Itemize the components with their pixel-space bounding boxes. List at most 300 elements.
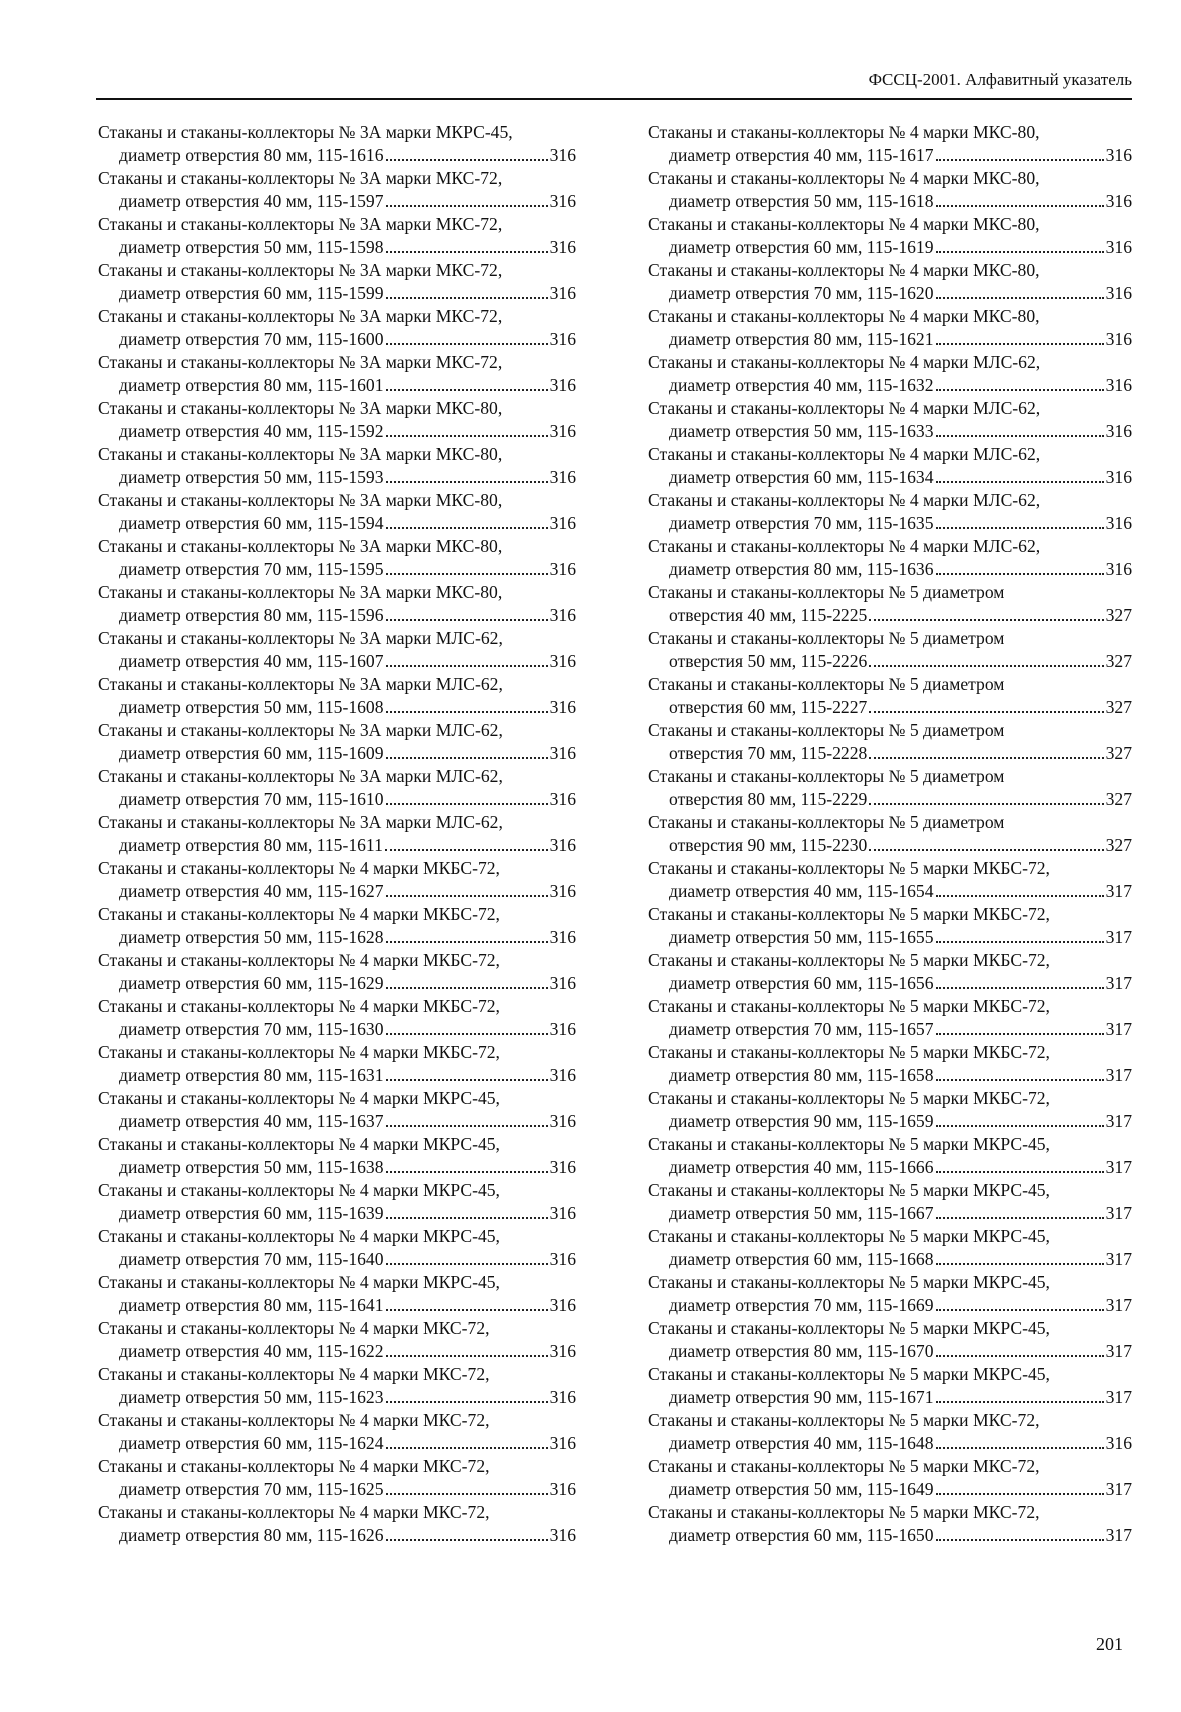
index-entry — [648, 397, 1132, 443]
entry-detail: отверстия 60 мм, 115-2227 — [669, 697, 868, 717]
entry-title: Стаканы и стаканы-коллекторы № 3А марки МЛС-62, — [98, 766, 503, 786]
entry-detail-line — [98, 190, 576, 213]
entry-title: Стаканы и стаканы-коллекторы № 4 марки МКС-72, — [98, 1502, 490, 1522]
entry-detail: диаметр отверстия 80 мм, 115-1636 — [669, 559, 934, 579]
entry-detail-line — [98, 328, 576, 351]
entry-detail-line — [98, 604, 576, 627]
entry-page-ref: 327 — [1105, 789, 1132, 809]
index-entry — [98, 949, 576, 995]
entry-title: Стаканы и стаканы-коллекторы № 4 марки МКС-80, — [648, 214, 1040, 234]
index-entry — [98, 673, 576, 719]
entry-page-ref: 316 — [1105, 283, 1132, 303]
entry-page-ref: 317 — [1105, 1387, 1132, 1407]
dot-leader — [936, 895, 1104, 897]
entry-detail-line — [648, 972, 1132, 995]
entry-page-ref: 316 — [1105, 191, 1132, 211]
index-entry — [98, 397, 576, 443]
entry-page-ref: 316 — [549, 927, 576, 947]
entry-detail: отверстия 50 мм, 115-2226 — [669, 651, 868, 671]
index-entry — [648, 1455, 1132, 1501]
entry-detail-line — [98, 1202, 576, 1225]
entry-detail-line — [98, 1294, 576, 1317]
dot-leader — [386, 251, 548, 253]
entry-detail-line — [648, 1018, 1132, 1041]
entry-detail-line — [648, 696, 1132, 719]
entry-title: Стаканы и стаканы-коллекторы № 3А марки МКРС-45, — [98, 122, 513, 142]
entry-page-ref: 316 — [549, 1525, 576, 1545]
dot-leader — [936, 435, 1104, 437]
entry-detail: диаметр отверстия 40 мм, 115-1617 — [669, 145, 934, 165]
entry-title: Стаканы и стаканы-коллекторы № 5 марки МКБС-72, — [648, 1042, 1050, 1062]
entry-detail: диаметр отверстия 80 мм, 115-1670 — [669, 1341, 934, 1361]
index-entry — [648, 581, 1132, 627]
dot-leader — [386, 895, 548, 897]
entry-page-ref: 327 — [1105, 651, 1132, 671]
entry-page-ref: 317 — [1105, 1019, 1132, 1039]
entry-page-ref: 316 — [549, 1295, 576, 1315]
index-entry — [648, 719, 1132, 765]
entry-page-ref: 317 — [1105, 1479, 1132, 1499]
entry-title: Стаканы и стаканы-коллекторы № 4 марки МКС-72, — [98, 1364, 490, 1384]
entry-detail-line — [648, 1202, 1132, 1225]
entry-detail: диаметр отверстия 50 мм, 115-1633 — [669, 421, 934, 441]
entry-page-ref: 317 — [1105, 1525, 1132, 1545]
entry-title: Стаканы и стаканы-коллекторы № 5 марки МКБС-72, — [648, 950, 1050, 970]
index-entry — [98, 1363, 576, 1409]
entry-title: Стаканы и стаканы-коллекторы № 5 диаметром — [648, 582, 1005, 602]
entry-title: Стаканы и стаканы-коллекторы № 4 марки МЛС-62, — [648, 490, 1041, 510]
entry-title: Стаканы и стаканы-коллекторы № 5 марки МКБС-72, — [648, 858, 1050, 878]
entry-detail: диаметр отверстия 80 мм, 115-1616 — [119, 145, 384, 165]
entry-detail-line — [98, 420, 576, 443]
entry-title: Стаканы и стаканы-коллекторы № 4 марки МЛС-62, — [648, 536, 1041, 556]
entry-detail-line — [98, 926, 576, 949]
dot-leader — [386, 435, 548, 437]
entry-detail: диаметр отверстия 70 мм, 115-1620 — [669, 283, 934, 303]
entry-detail: диаметр отверстия 50 мм, 115-1628 — [119, 927, 384, 947]
entry-detail-line — [648, 558, 1132, 581]
entry-detail-line — [98, 788, 576, 811]
index-entry — [98, 719, 576, 765]
index-entry — [98, 1271, 576, 1317]
entry-detail-line — [98, 880, 576, 903]
entry-title: Стаканы и стаканы-коллекторы № 4 марки МКБС-72, — [98, 996, 500, 1016]
entry-detail-line — [648, 1064, 1132, 1087]
dot-leader — [386, 159, 548, 161]
entry-page-ref: 316 — [549, 605, 576, 625]
entry-page-ref: 316 — [1105, 467, 1132, 487]
index-entry — [648, 1087, 1132, 1133]
index-entry — [648, 1501, 1132, 1547]
entry-title: Стаканы и стаканы-коллекторы № 3А марки МЛС-62, — [98, 720, 503, 740]
entry-detail-line — [648, 236, 1132, 259]
index-entry — [648, 305, 1132, 351]
page-number: 201 — [1096, 1634, 1123, 1654]
entry-page-ref: 316 — [549, 145, 576, 165]
entry-title: Стаканы и стаканы-коллекторы № 4 марки МКРС-45, — [98, 1272, 500, 1292]
index-entry — [98, 305, 576, 351]
entry-title: Стаканы и стаканы-коллекторы № 5 марки МКБС-72, — [648, 996, 1050, 1016]
entry-title: Стаканы и стаканы-коллекторы № 4 марки МКРС-45, — [98, 1226, 500, 1246]
entry-detail: диаметр отверстия 50 мм, 115-1655 — [669, 927, 934, 947]
entry-detail: диаметр отверстия 60 мм, 115-1599 — [119, 283, 384, 303]
entry-title: Стаканы и стаканы-коллекторы № 5 марки МКРС-45, — [648, 1226, 1050, 1246]
entry-detail: диаметр отверстия 80 мм, 115-1621 — [669, 329, 934, 349]
entry-detail: диаметр отверстия 40 мм, 115-1654 — [669, 881, 934, 901]
entry-title: Стаканы и стаканы-коллекторы № 5 марки МКРС-45, — [648, 1318, 1050, 1338]
entry-page-ref: 316 — [549, 881, 576, 901]
index-entry — [648, 857, 1132, 903]
entry-detail: диаметр отверстия 70 мм, 115-1630 — [119, 1019, 384, 1039]
index-entry — [98, 535, 576, 581]
dot-leader — [385, 849, 548, 851]
index-entry — [98, 351, 576, 397]
entry-detail-line — [98, 1248, 576, 1271]
dot-leader — [936, 1447, 1104, 1449]
entry-title: Стаканы и стаканы-коллекторы № 4 марки МКБС-72, — [98, 1042, 500, 1062]
index-column-left — [98, 121, 576, 1547]
index-entry — [648, 213, 1132, 259]
entry-detail: диаметр отверстия 80 мм, 115-1631 — [119, 1065, 384, 1085]
entry-page-ref: 317 — [1105, 973, 1132, 993]
dot-leader — [936, 1217, 1104, 1219]
index-entry — [98, 1225, 576, 1271]
entry-detail-line — [648, 880, 1132, 903]
index-entry — [648, 1225, 1132, 1271]
index-entry — [98, 627, 576, 673]
dot-leader — [386, 665, 548, 667]
entry-detail-line — [648, 328, 1132, 351]
index-entry — [648, 443, 1132, 489]
entry-detail: отверстия 70 мм, 115-2228 — [669, 743, 868, 763]
entry-detail: диаметр отверстия 40 мм, 115-1632 — [669, 375, 934, 395]
entry-page-ref: 316 — [1105, 329, 1132, 349]
entry-page-ref: 316 — [549, 283, 576, 303]
entry-title: Стаканы и стаканы-коллекторы № 3А марки МКС-72, — [98, 352, 503, 372]
entry-detail-line — [648, 1248, 1132, 1271]
entry-detail: диаметр отверстия 70 мм, 115-1635 — [669, 513, 934, 533]
dot-leader — [936, 481, 1104, 483]
entry-page-ref: 317 — [1105, 1203, 1132, 1223]
entry-title: Стаканы и стаканы-коллекторы № 4 марки МКС-72, — [98, 1456, 490, 1476]
index-entry — [98, 1179, 576, 1225]
dot-leader — [936, 941, 1104, 943]
entry-detail: диаметр отверстия 90 мм, 115-1659 — [669, 1111, 934, 1131]
entry-detail: диаметр отверстия 50 мм, 115-1649 — [669, 1479, 934, 1499]
dot-leader — [936, 343, 1104, 345]
entry-title: Стаканы и стаканы-коллекторы № 3А марки МКС-80, — [98, 490, 503, 510]
dot-leader — [386, 1263, 548, 1265]
index-entry — [648, 1041, 1132, 1087]
entry-detail-line — [98, 1386, 576, 1409]
entry-detail: диаметр отверстия 40 мм, 115-1637 — [119, 1111, 384, 1131]
entry-page-ref: 316 — [549, 1479, 576, 1499]
index-entry — [98, 1317, 576, 1363]
dot-leader — [386, 1493, 548, 1495]
entry-title: Стаканы и стаканы-коллекторы № 5 марки МКС-72, — [648, 1502, 1040, 1522]
index-entry — [648, 167, 1132, 213]
entry-page-ref: 316 — [549, 191, 576, 211]
entry-title: Стаканы и стаканы-коллекторы № 3А марки МКС-72, — [98, 168, 503, 188]
entry-detail-line — [98, 512, 576, 535]
index-entry — [98, 213, 576, 259]
index-entry — [648, 995, 1132, 1041]
dot-leader — [936, 1401, 1104, 1403]
entry-detail-line — [648, 650, 1132, 673]
entry-title: Стаканы и стаканы-коллекторы № 3А марки МКС-72, — [98, 214, 503, 234]
entry-detail-line — [648, 466, 1132, 489]
entry-page-ref: 316 — [549, 513, 576, 533]
dot-leader — [386, 481, 548, 483]
entry-detail: диаметр отверстия 60 мм, 115-1650 — [669, 1525, 934, 1545]
entry-page-ref: 316 — [1105, 237, 1132, 257]
dot-leader — [386, 343, 548, 345]
index-entry — [648, 121, 1132, 167]
entry-detail: диаметр отверстия 50 мм, 115-1638 — [119, 1157, 384, 1177]
index-entry — [648, 627, 1132, 673]
index-entry — [98, 1455, 576, 1501]
dot-leader — [869, 757, 1103, 759]
index-entry — [648, 765, 1132, 811]
dot-leader — [386, 1401, 548, 1403]
entry-detail-line — [648, 604, 1132, 627]
entry-title: Стаканы и стаканы-коллекторы № 4 марки МКС-80, — [648, 122, 1040, 142]
entry-detail-line — [98, 742, 576, 765]
entry-detail-line — [98, 834, 576, 857]
entry-detail: диаметр отверстия 70 мм, 115-1595 — [119, 559, 384, 579]
entry-detail-line — [648, 788, 1132, 811]
entry-detail-line — [98, 1478, 576, 1501]
entry-title: Стаканы и стаканы-коллекторы № 4 марки МКРС-45, — [98, 1088, 500, 1108]
dot-leader — [386, 619, 548, 621]
entry-detail-line — [648, 1294, 1132, 1317]
entry-title: Стаканы и стаканы-коллекторы № 5 диаметром — [648, 766, 1005, 786]
entry-title: Стаканы и стаканы-коллекторы № 3А марки МКС-72, — [98, 306, 503, 326]
entry-page-ref: 316 — [1105, 559, 1132, 579]
entry-detail-line — [648, 834, 1132, 857]
entry-detail: отверстия 90 мм, 115-2230 — [669, 835, 868, 855]
entry-page-ref: 316 — [549, 1433, 576, 1453]
index-entry — [648, 949, 1132, 995]
entry-page-ref: 316 — [549, 467, 576, 487]
dot-leader — [386, 711, 548, 713]
entry-detail: диаметр отверстия 40 мм, 115-1607 — [119, 651, 384, 671]
index-entry — [648, 1179, 1132, 1225]
entry-detail-line — [648, 1432, 1132, 1455]
dot-leader — [936, 1539, 1104, 1541]
entry-detail: диаметр отверстия 70 мм, 115-1657 — [669, 1019, 934, 1039]
entry-detail-line — [648, 190, 1132, 213]
entry-detail-line — [98, 650, 576, 673]
entry-detail-line — [98, 282, 576, 305]
entry-detail-line — [648, 512, 1132, 535]
entry-detail-line — [98, 466, 576, 489]
dot-leader — [386, 1079, 548, 1081]
dot-leader — [936, 573, 1104, 575]
entry-page-ref: 317 — [1105, 927, 1132, 947]
entry-title: Стаканы и стаканы-коллекторы № 5 марки МКРС-45, — [648, 1180, 1050, 1200]
entry-detail-line — [98, 1110, 576, 1133]
entry-detail-line — [648, 926, 1132, 949]
index-entry — [98, 581, 576, 627]
index-entry — [98, 489, 576, 535]
dot-leader — [386, 1125, 548, 1127]
entry-title: Стаканы и стаканы-коллекторы № 3А марки МЛС-62, — [98, 674, 503, 694]
entry-title: Стаканы и стаканы-коллекторы № 5 марки МКБС-72, — [648, 904, 1050, 924]
dot-leader — [936, 297, 1104, 299]
entry-title: Стаканы и стаканы-коллекторы № 4 марки МКС-80, — [648, 168, 1040, 188]
entry-detail: диаметр отверстия 60 мм, 115-1619 — [669, 237, 934, 257]
entry-page-ref: 316 — [549, 375, 576, 395]
entry-title: Стаканы и стаканы-коллекторы № 5 диаметром — [648, 812, 1005, 832]
dot-leader — [386, 205, 548, 207]
entry-detail: диаметр отверстия 60 мм, 115-1629 — [119, 973, 384, 993]
entry-detail: диаметр отверстия 80 мм, 115-1611 — [119, 835, 383, 855]
entry-page-ref: 327 — [1105, 743, 1132, 763]
dot-leader — [386, 527, 548, 529]
entry-title: Стаканы и стаканы-коллекторы № 5 марки МКРС-45, — [648, 1272, 1050, 1292]
dot-leader — [386, 389, 548, 391]
dot-leader — [936, 251, 1104, 253]
entry-title: Стаканы и стаканы-коллекторы № 5 диаметром — [648, 674, 1005, 694]
entry-page-ref: 316 — [549, 1387, 576, 1407]
entry-title: Стаканы и стаканы-коллекторы № 4 марки МКБС-72, — [98, 950, 500, 970]
entry-title: Стаканы и стаканы-коллекторы № 4 марки МКС-72, — [98, 1410, 490, 1430]
dot-leader — [936, 1263, 1104, 1265]
entry-page-ref: 316 — [549, 789, 576, 809]
entry-detail: диаметр отверстия 50 мм, 115-1623 — [119, 1387, 384, 1407]
entry-detail: диаметр отверстия 60 мм, 115-1634 — [669, 467, 934, 487]
index-entry — [648, 1271, 1132, 1317]
entry-detail: диаметр отверстия 60 мм, 115-1639 — [119, 1203, 384, 1223]
entry-detail-line — [98, 1432, 576, 1455]
entry-detail: диаметр отверстия 40 мм, 115-1597 — [119, 191, 384, 211]
entry-detail: диаметр отверстия 70 мм, 115-1625 — [119, 1479, 384, 1499]
entry-detail: диаметр отверстия 50 мм, 115-1593 — [119, 467, 384, 487]
entry-page-ref: 316 — [549, 1111, 576, 1131]
index-entry — [98, 259, 576, 305]
entry-detail-line — [98, 696, 576, 719]
dot-leader — [936, 1033, 1104, 1035]
entry-page-ref: 316 — [1105, 513, 1132, 533]
dot-leader — [936, 1079, 1104, 1081]
index-entry — [648, 535, 1132, 581]
entry-page-ref: 317 — [1105, 1295, 1132, 1315]
index-entry — [98, 765, 576, 811]
entry-detail: диаметр отверстия 60 мм, 115-1624 — [119, 1433, 384, 1453]
dot-leader — [936, 527, 1104, 529]
entry-page-ref: 316 — [1105, 1433, 1132, 1453]
entry-page-ref: 316 — [549, 329, 576, 349]
index-column-right — [648, 121, 1132, 1547]
entry-detail: диаметр отверстия 40 мм, 115-1627 — [119, 881, 384, 901]
entry-detail: диаметр отверстия 40 мм, 115-1648 — [669, 1433, 934, 1453]
dot-leader — [386, 803, 548, 805]
entry-detail: отверстия 80 мм, 115-2229 — [669, 789, 868, 809]
index-entry — [98, 1501, 576, 1547]
entry-detail-line — [98, 144, 576, 167]
entry-detail: диаметр отверстия 60 мм, 115-1609 — [119, 743, 384, 763]
index-entry — [98, 811, 576, 857]
entry-page-ref: 316 — [549, 421, 576, 441]
dot-leader — [386, 757, 548, 759]
dot-leader — [869, 711, 1103, 713]
entry-detail: диаметр отверстия 50 мм, 115-1608 — [119, 697, 384, 717]
entry-page-ref: 327 — [1105, 605, 1132, 625]
entry-page-ref: 316 — [1105, 375, 1132, 395]
entry-title: Стаканы и стаканы-коллекторы № 3А марки МКС-80, — [98, 582, 503, 602]
dot-leader — [936, 1493, 1104, 1495]
entry-detail: диаметр отверстия 40 мм, 115-1592 — [119, 421, 384, 441]
dot-leader — [936, 205, 1104, 207]
entry-page-ref: 316 — [549, 835, 576, 855]
entry-detail: диаметр отверстия 70 мм, 115-1610 — [119, 789, 384, 809]
entry-detail-line — [648, 1340, 1132, 1363]
entry-detail-line — [648, 1156, 1132, 1179]
dot-leader — [386, 1309, 548, 1311]
entry-page-ref: 317 — [1105, 1111, 1132, 1131]
entry-page-ref: 317 — [1105, 1249, 1132, 1269]
index-entry — [98, 167, 576, 213]
dot-leader — [936, 1309, 1104, 1311]
entry-detail: диаметр отверстия 70 мм, 115-1600 — [119, 329, 384, 349]
entry-detail-line — [648, 1386, 1132, 1409]
entry-detail: диаметр отверстия 60 мм, 115-1594 — [119, 513, 384, 533]
dot-leader — [386, 987, 548, 989]
entry-page-ref: 316 — [549, 697, 576, 717]
entry-detail: диаметр отверстия 80 мм, 115-1601 — [119, 375, 384, 395]
index-entry — [98, 1041, 576, 1087]
index-entry — [648, 811, 1132, 857]
entry-detail-line — [98, 1156, 576, 1179]
entry-title: Стаканы и стаканы-коллекторы № 4 марки МКРС-45, — [98, 1180, 500, 1200]
entry-detail: диаметр отверстия 80 мм, 115-1626 — [119, 1525, 384, 1545]
entry-title: Стаканы и стаканы-коллекторы № 5 марки МКБС-72, — [648, 1088, 1050, 1108]
entry-page-ref: 316 — [549, 1341, 576, 1361]
dot-leader — [386, 1171, 548, 1173]
entry-detail: диаметр отверстия 80 мм, 115-1658 — [669, 1065, 934, 1085]
entry-detail: диаметр отверстия 90 мм, 115-1671 — [669, 1387, 934, 1407]
index-entry — [98, 995, 576, 1041]
dot-leader — [936, 987, 1104, 989]
entry-detail-line — [648, 742, 1132, 765]
entry-detail-line — [648, 144, 1132, 167]
entry-title: Стаканы и стаканы-коллекторы № 3А марки МЛС-62, — [98, 812, 503, 832]
entry-page-ref: 327 — [1105, 697, 1132, 717]
entry-page-ref: 316 — [549, 1249, 576, 1269]
dot-leader — [386, 1539, 548, 1541]
dot-leader — [869, 803, 1103, 805]
entry-detail-line — [648, 282, 1132, 305]
dot-leader — [386, 1447, 548, 1449]
entry-title: Стаканы и стаканы-коллекторы № 4 марки МКБС-72, — [98, 904, 500, 924]
entry-page-ref: 316 — [1105, 145, 1132, 165]
entry-title: Стаканы и стаканы-коллекторы № 5 марки МКС-72, — [648, 1456, 1040, 1476]
entry-detail-line — [98, 1018, 576, 1041]
entry-detail-line — [98, 558, 576, 581]
entry-page-ref: 317 — [1105, 881, 1132, 901]
dot-leader — [386, 941, 548, 943]
entry-title: Стаканы и стаканы-коллекторы № 4 марки МЛС-62, — [648, 444, 1041, 464]
entry-page-ref: 317 — [1105, 1341, 1132, 1361]
entry-page-ref: 317 — [1105, 1065, 1132, 1085]
index-entry — [648, 1409, 1132, 1455]
entry-detail-line — [98, 972, 576, 995]
index-entry — [648, 673, 1132, 719]
dot-leader — [386, 1217, 548, 1219]
entry-detail: диаметр отверстия 60 мм, 115-1668 — [669, 1249, 934, 1269]
entry-detail: диаметр отверстия 40 мм, 115-1666 — [669, 1157, 934, 1177]
